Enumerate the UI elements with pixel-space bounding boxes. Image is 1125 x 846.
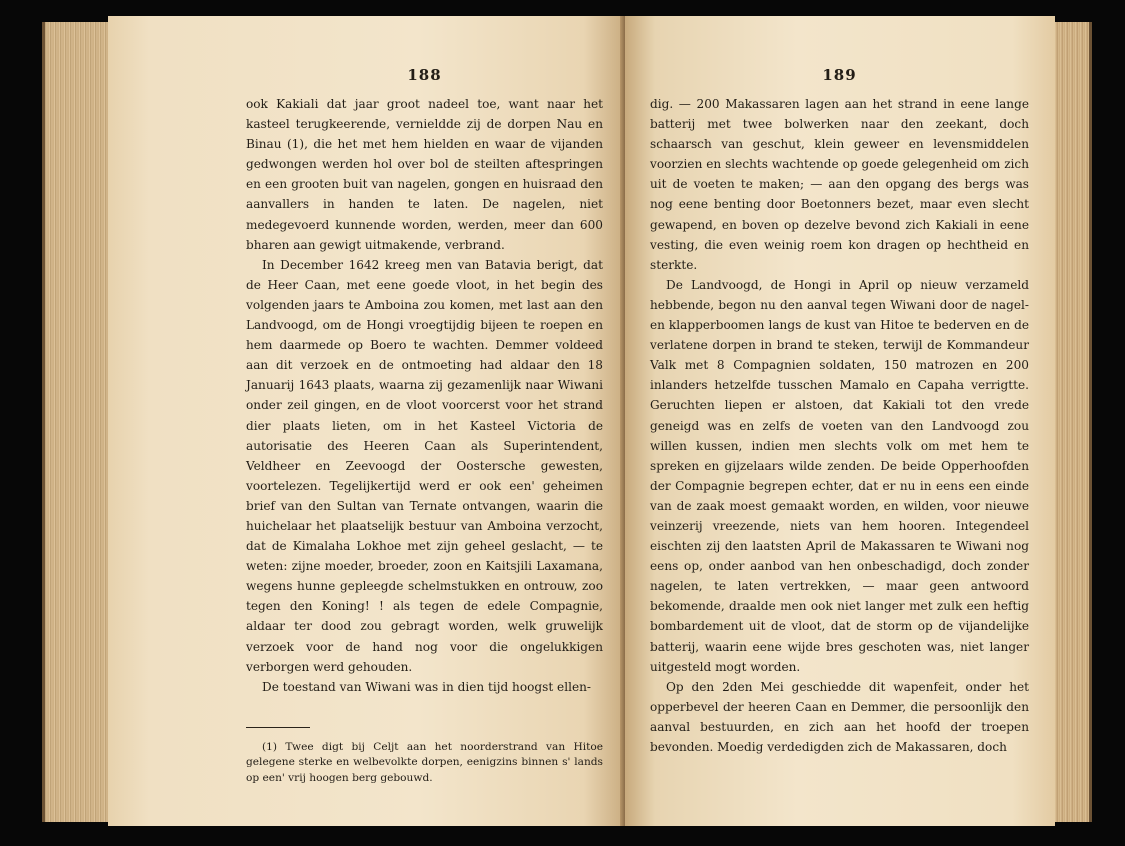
left-page-body bbox=[246, 94, 603, 697]
footnote bbox=[246, 740, 603, 787]
left-paragraph-2: In December 1642 kreeg men van Batavia berigt, dat de Heer Caan, met eene goede vloot, in het begin des volgenden jaars te Amboina zou komen, met last aan den Landvoogd, om de Hongi vroegtijdig bijeen te roepen en hem daarmede op Boero te wachten. Demmer voldeed aan dit verzoek en de ontmoeting had aldaar den 18 Januarij 1643 plaats, waarna zij gezamenlijk naar Wiwani onder zeil gingen, en de vloot voorcerst voor het strand dier plaats lieten, om in het Kasteel Victoria de autorisatie des Heeren Caan als Superintendent, Veldheer en Zeevoogd der Oostersche gewesten, voortelezen. Tegelijkertijd werd er ook een' geheimen brief van den Sultan van Ternate ontvangen, waarin die huichelaar het plaatselijk bestuur van Amboina verzocht, dat de Kimalaha Lokhoe met zijn geheel geslacht, — te weten: zijne moeder, broeder, zoon en Kaitsjili Laxamana, wegens hunne gepleegde schelmstukken en ontrouw, zoo tegen den Koning! ! als tegen de edele Compagnie, aldaar ter dood zou gebragt worden, welk gruwelijk verzoek voor de hand nog voor die ongelukkigen verborgen werd gehouden. bbox=[246, 257, 603, 674]
left-paragraph-3: De toestand van Wiwani was in dien tijd hoogst ellen- bbox=[262, 679, 591, 694]
left-page bbox=[108, 16, 625, 826]
left-page-edges bbox=[42, 22, 115, 822]
footnote-rule bbox=[246, 727, 310, 728]
left-paragraph-1: ook Kakiali dat jaar groot nadeel toe, want naar het kasteel terugkeerende, vernieldde zij de dorpen Nau en Binau (1), die het met hem hielden en waar de vijanden gedwongen werden hol over bol de steilten aftespringen en een grooten buit van nagelen, gongen en huisraad den aanvallers in handen te laten. De nagelen, niet medegevoerd kunnende worden, werden, meer dan 600 bharen aan gewigt uitmakende, verbrand. bbox=[246, 97, 603, 252]
right-paragraph-1: dig. — 200 Makassaren lagen aan het strand in eene lange batterij met twee bolwerken naar den zeekant, doch schaarsch van geschut, klein geweer en levensmiddelen voorzien en slechts wachtende op goede gelegenheid om zich uit de voeten te maken; — aan den opgang des bergs was nog eene benting door Boetonners bezet, maar even slecht gewapend, en boven op dezelve bevond zich Kakiali in eene vesting, die even weinig roem kon dragen op hechtheid en sterkte. bbox=[650, 97, 1029, 272]
right-paragraph-2: De Landvoogd, de Hongi in April op nieuw verzameld hebbende, begon nu den aanval tegen Wiwani door de nagel- en klapperboomen langs de kust van Hitoe te bederven en de verlatene dorpen in brand te steken, terwijl de Kommandeur Valk met 8 Compagnien soldaten, 150 matrozen en 200 inlanders hetzelfde tusschen Mamalo en Capaha verrigtte. Geruchten liepen er alstoen, dat Kakiali tot den vrede geneigd was en zelfs de voeten van den Landvoogd zou willen kussen, indien men slechts volk om met hem te spreken en gijzelaars wilde zenden. De beide Opperhoofden der Compagnie begrepen echter, dat er nu in eens een einde van de zaak moest gemaakt worden, en wilden, voor nieuwe veinzerij vreezende, niets van hem hooren. Integendeel eischten zij den laatsten April de Makassaren te Wiwani nog eens op, onder aanbod van hen onbeschadigd, doch zonder nagelen, te laten vertrekken, — maar geen antwoord bekomende, draalde men ook niet langer met zulk een heftig bombardement uit de vloot, dat de storm op de vijandelijke batterij, waarin eene wijde bres geschoten was, niet langer uitgesteld mogt worden. bbox=[650, 277, 1029, 674]
right-page bbox=[625, 16, 1055, 826]
right-paragraph-3: Op den 2den Mei geschiedde dit wapenfeit, onder het opperbevel der heeren Caan en Demmer, die persoonlijk den aanval bestuurden, en zich aan het hoofd der troepen bevonden. Moedig verdedigden zich de Makassaren, doch bbox=[650, 679, 1029, 754]
left-page-number: 188 bbox=[407, 66, 442, 84]
right-page-edges bbox=[1049, 22, 1092, 822]
right-page-number: 189 bbox=[822, 66, 857, 84]
right-page-body bbox=[650, 94, 1029, 757]
open-book bbox=[42, 16, 1092, 826]
footnote-text: (1) Twee digt bij Celjt aan het noorderstrand van Hitoe gelegene sterke en welbevolkte dorpen, eenigzins binnen s' lands op een' vrij hoogen berg gebouwd. bbox=[246, 740, 603, 784]
